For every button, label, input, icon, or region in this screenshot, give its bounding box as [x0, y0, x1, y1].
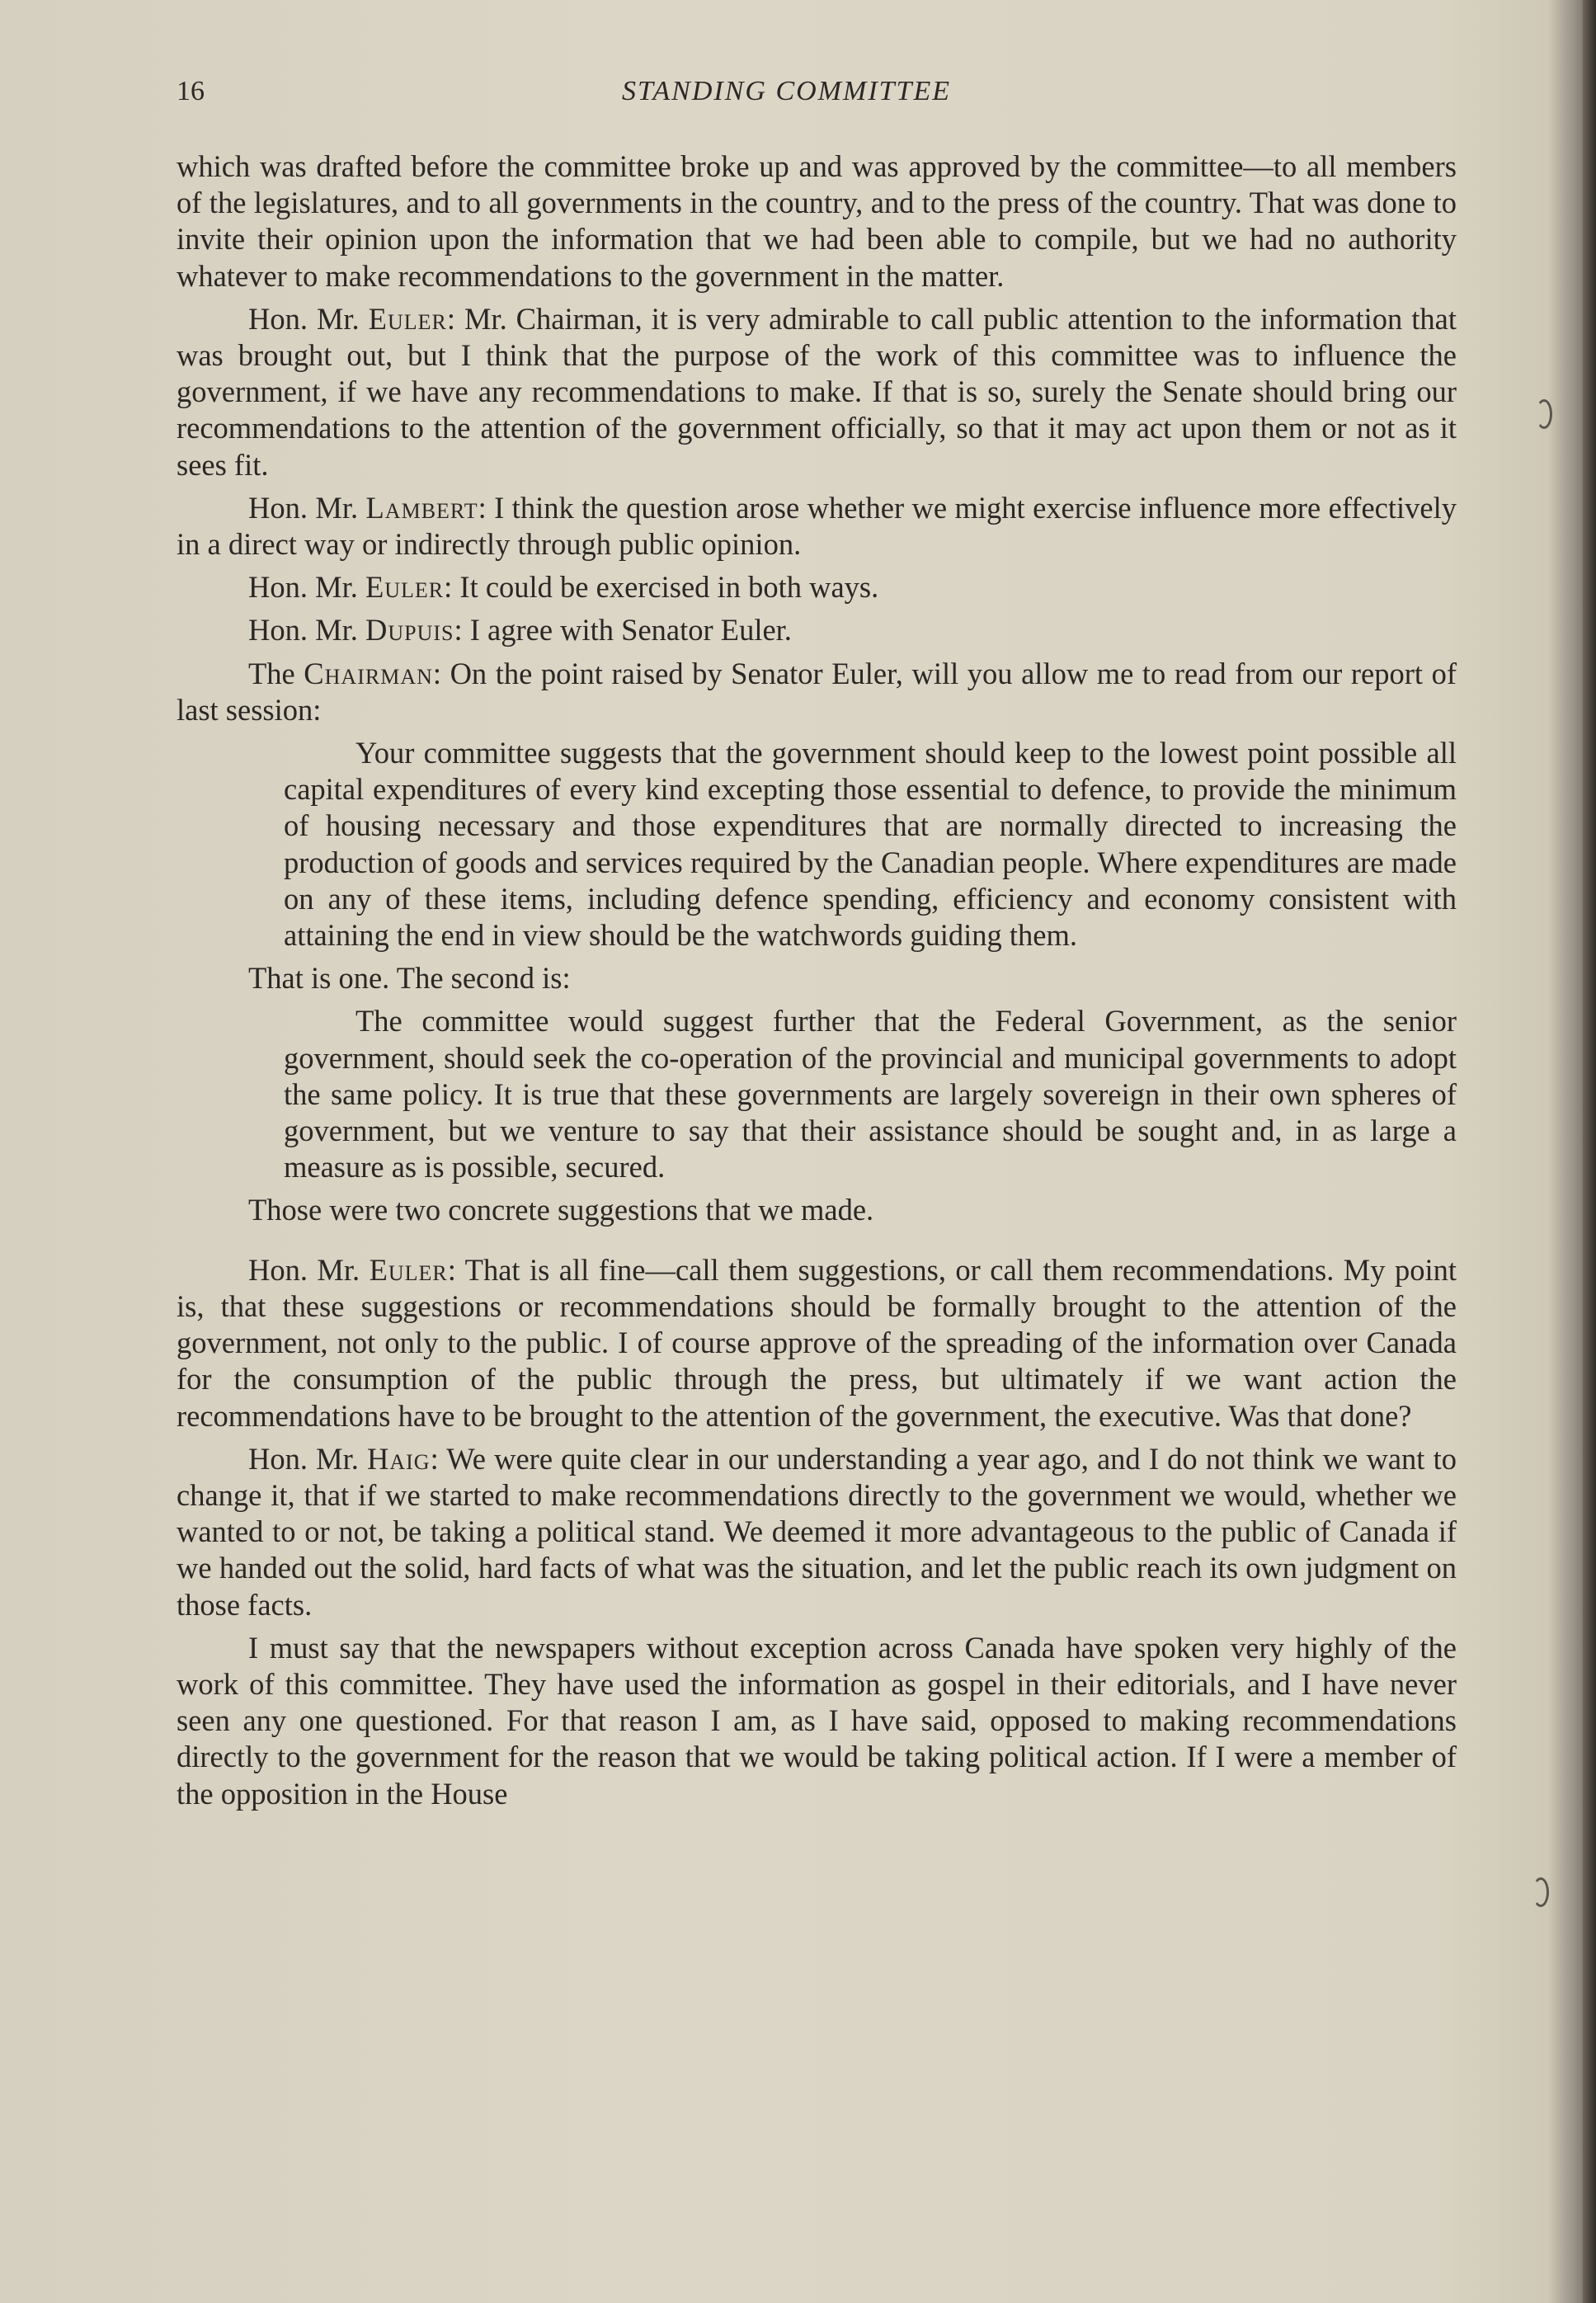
speaker-prefix: Hon. Mr. — [248, 613, 365, 648]
paragraph — [177, 1630, 1457, 1812]
speaker-prefix: The — [248, 656, 304, 690]
paragraph — [177, 960, 1457, 996]
paragraph-text: : We were quite clear in our understanding a year ago, and I do not think we want to change it, that if we started to make recommendations directly to the government we would, whether we wanted to or not, be taking a political stand. We deemed it more advantageous to the public of Canada if we handed out the solid, hard facts of what was the situation, and let the public reach its own judgment on those facts. — [177, 1441, 1457, 1622]
paragraph — [177, 656, 1457, 728]
paragraph-text: : I think the question arose whether we might exercise influence more effectively in a direct way or indirectly through public opinion. — [177, 490, 1457, 562]
page-binding-edge — [1583, 0, 1596, 2303]
block-quote — [284, 1003, 1457, 1185]
speaker-prefix: Hon. Mr. — [248, 1441, 368, 1476]
speaker-name: Euler — [365, 570, 445, 605]
quote-text: Your committee suggests that the government should keep to the lowest point possible all capital expenditures of every kind excepting those essential to defence, to provide the minimum of housing necessary and those expenditures that are normally directed to increasing the production of goods and services required by the Canadian people. Where expenditures are made on any of these items, including defence spending, efficiency and economy consistent with attaining the end in view should be the watchwords guiding them. — [284, 736, 1457, 953]
speaker-name: Chairman — [304, 656, 433, 690]
paragraph-text: : Mr. Chairman, it is very admirable to call public attention to the information that was brought out, but I think that the purpose of the work of this committee was to influence the government, if we have any recommendations to make. If that is so, surely the Senate should bring our recommendations to the attention of the government officially, so that it may act upon them or not as it sees fit. — [177, 301, 1457, 482]
paragraph — [177, 1441, 1457, 1623]
speaker-prefix: Hon. Mr. — [248, 490, 366, 525]
speaker-name: Haig — [367, 1441, 431, 1476]
running-title: STANDING COMMITTEE — [622, 76, 951, 106]
binding-hole-mark — [1536, 399, 1552, 429]
paragraph — [177, 1252, 1457, 1434]
speaker-prefix: Hon. Mr. — [248, 301, 369, 336]
speaker-name: Euler — [369, 1252, 448, 1287]
paragraph-text: Those were two concrete suggestions that we made. — [248, 1193, 874, 1227]
paragraph — [177, 569, 1457, 605]
page-number: 16 — [177, 76, 205, 106]
paragraph — [177, 148, 1457, 294]
paragraph — [177, 1192, 1457, 1228]
paragraph-text: I must say that the newspapers without exception across Canada have spoken very highly of the work of this committee. They have used the information as gospel in their editorials, and I have never seen any one questioned. For that reason I am, as I have said, opposed to making recommendations directly to the government for the reason that we would be taking political action. If I were a member of the opposition in the House — [177, 1630, 1457, 1811]
paragraph — [177, 301, 1457, 483]
quote-text: The committee would suggest further that the Federal Government, as the senior government, should seek the co-operation of the provincial and municipal governments to adopt the same policy. It is true that these governments are largely sovereign in their own spheres of government, but we venture to say that their assistance should be sought and, in as large a measure as is possible, secured. — [284, 1004, 1457, 1184]
paragraph — [177, 490, 1457, 563]
paragraph-text: which was drafted before the committee broke up and was approved by the committee—to all members of the legislatures, and to all governments in the country, and to the press of the country. That was done to invite their opinion upon the information that we had been able to compile, but we had no authority whatever to make recommendations to the government in the matter. — [177, 149, 1457, 293]
paragraph-text: : I agree with Senator Euler. — [454, 613, 792, 648]
binding-hole-mark — [1532, 1877, 1549, 1907]
page-header — [177, 76, 1455, 112]
paragraph-text: : On the point raised by Senator Euler, will you allow me to read from our report of last session: — [177, 656, 1457, 727]
body-text — [177, 148, 1457, 1819]
speaker-name: Lambert — [365, 490, 478, 525]
paragraph-text: : That is all fine—call them suggestions, or call them recommendations. My point is, that these suggestions or recommendations should be formally brought to the attention of the government, not only to the public. I of course approve of the spreading of the information over Canada for the consumption of the public through the press, but ultimately if we want action the recommendations have to be brought to the attention of the government, the executive. Was that done? — [177, 1252, 1457, 1433]
speaker-prefix: Hon. Mr. — [248, 1252, 370, 1287]
block-quote — [284, 735, 1457, 954]
paragraph — [177, 612, 1457, 648]
paragraph-text: That is one. The second is: — [248, 961, 571, 996]
spacer — [177, 1236, 1457, 1252]
speaker-name: Euler — [368, 301, 447, 336]
speaker-name: Dupuis — [365, 613, 454, 648]
speaker-prefix: Hon. Mr. — [248, 570, 365, 605]
paragraph-text: : It could be exercised in both ways. — [444, 570, 879, 605]
